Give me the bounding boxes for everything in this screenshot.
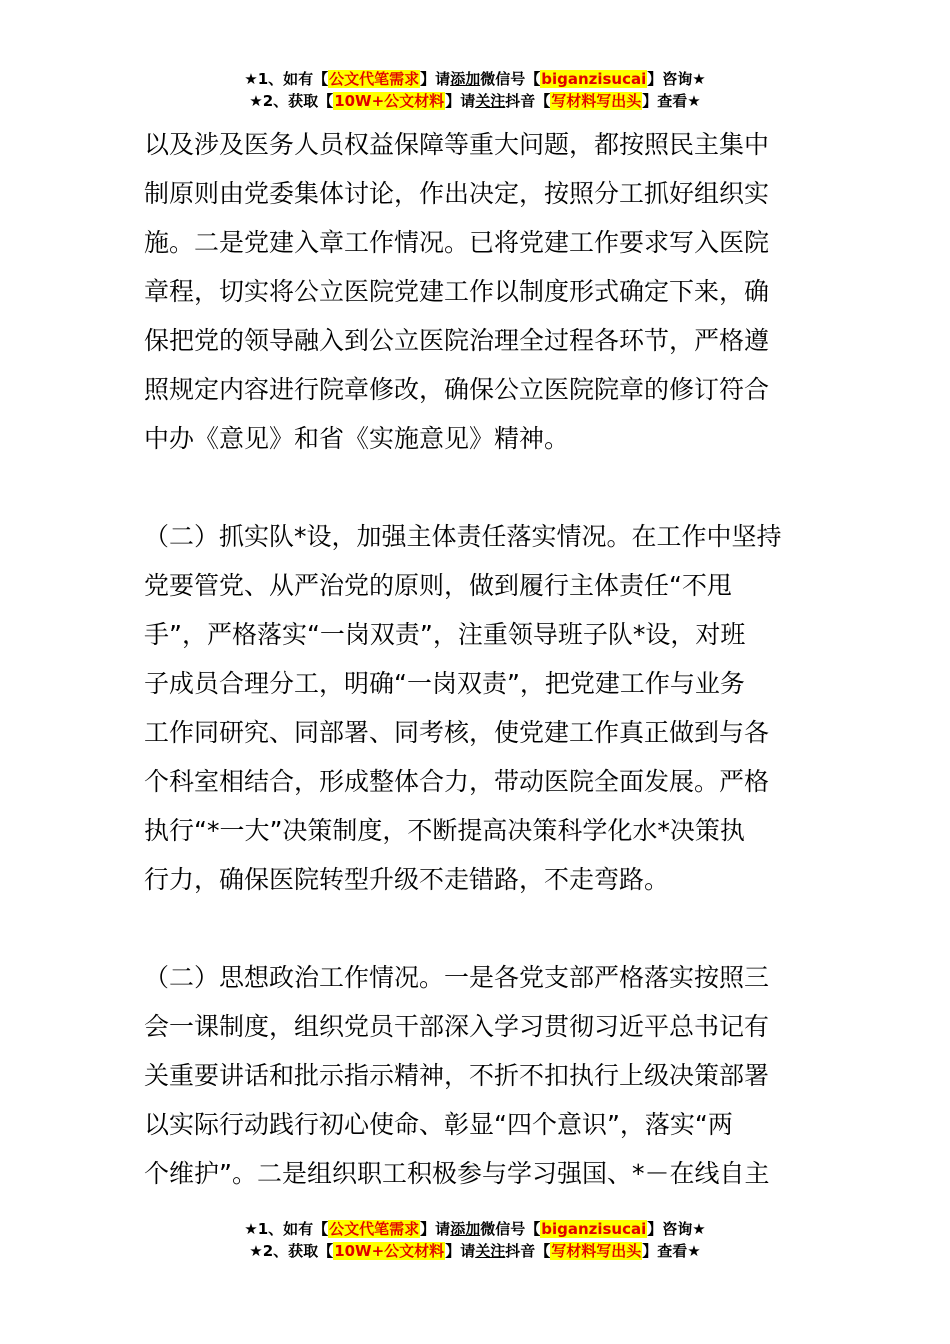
banner-text: ★2、获取【 <box>249 1242 334 1260</box>
banner-text: 】请 <box>445 1242 476 1260</box>
paragraph-3 <box>144 953 812 1198</box>
banner-text: ★2、获取【 <box>249 92 334 110</box>
paragraph-2 <box>144 512 812 904</box>
footer-banner <box>0 1218 950 1262</box>
banner-text: 】咨询★ <box>647 70 706 88</box>
text-line: 工作同研究、同部署、同考核，使党建工作真正做到与各 <box>144 718 770 747</box>
text-line: 施。二是党建入章工作情况。已将党建工作要求写入医院 <box>144 228 770 257</box>
text-line: 章程，切实将公立医院党建工作以制度形式确定下来，确 <box>144 277 770 306</box>
banner-line-2 <box>0 1240 950 1262</box>
banner-text: 】咨询★ <box>647 1220 706 1238</box>
header-banner <box>0 68 950 112</box>
paragraph-1 <box>144 120 812 463</box>
banner-highlight: 写材料写出头 <box>551 92 642 110</box>
text-line: 个科室相结合，形成整体合力，带动医院全面发展。严格 <box>144 767 770 796</box>
banner-highlight: 公文代笔需求 <box>329 1220 420 1238</box>
banner-highlight: 公文代笔需求 <box>329 70 420 88</box>
banner-underline: 添加 <box>450 70 481 88</box>
banner-text: ★1、如有【 <box>244 70 329 88</box>
text-line: 照规定内容进行院章修改，确保公立医院院章的修订符合 <box>144 375 770 404</box>
banner-underline: 添加 <box>450 1220 481 1238</box>
banner-text: 】查看★ <box>642 92 701 110</box>
paragraph-gap <box>144 904 812 953</box>
text-line: 党要管党、从严治党的原则，做到履行主体责任“不甩 <box>144 571 732 600</box>
banner-text: 】查看★ <box>642 1242 701 1260</box>
banner-underline: 关注 <box>475 92 506 110</box>
banner-text: 微信号【 <box>480 70 541 88</box>
banner-text: 抖音【 <box>505 92 551 110</box>
banner-text: ★1、如有【 <box>244 1220 329 1238</box>
banner-highlight: 写材料写出头 <box>551 1242 642 1260</box>
banner-line-2 <box>0 90 950 112</box>
banner-line-1 <box>0 1218 950 1240</box>
text-line: 手”，严格落实“一岗双责”，注重领导班子队*设，对班 <box>144 620 746 649</box>
banner-text: 】请 <box>420 70 451 88</box>
text-line: 行力，确保医院转型升级不走错路，不走弯路。 <box>144 865 670 894</box>
document-body <box>144 120 812 1198</box>
text-line: 以及涉及医务人员权益保障等重大问题，都按照民主集中 <box>144 130 770 159</box>
banner-highlight: 10W+公文材料 <box>334 1242 445 1260</box>
text-line: 个维护”。二是组织职工积极参与学习强国、*－在线自主 <box>144 1159 770 1188</box>
banner-highlight: 10W+公文材料 <box>334 92 445 110</box>
banner-highlight: biganzisucai <box>541 1220 647 1238</box>
banner-text: 】请 <box>420 1220 451 1238</box>
text-line: 以实际行动践行初心使命、彰显“四个意识”，落实“两 <box>144 1110 733 1139</box>
text-line: 执行“*一大”决策制度，不断提高决策科学化水*决策执 <box>144 816 745 845</box>
text-line: 中办《意见》和省《实施意见》精神。 <box>144 424 570 453</box>
banner-underline: 关注 <box>475 1242 506 1260</box>
text-line: 关重要讲话和批示指示精神，不折不扣执行上级决策部署 <box>144 1061 770 1090</box>
banner-text: 抖音【 <box>505 1242 551 1260</box>
text-line: 子成员合理分工，明确“一岗双责”，把党建工作与业务 <box>144 669 745 698</box>
text-line: （二）抓实队*设，加强主体责任落实情况。在工作中坚持 <box>144 522 782 551</box>
banner-highlight: biganzisucai <box>541 70 647 88</box>
paragraph-gap <box>144 463 812 512</box>
text-line: 制原则由党委集体讨论，作出决定，按照分工抓好组织实 <box>144 179 770 208</box>
banner-line-1 <box>0 68 950 90</box>
banner-text: 微信号【 <box>480 1220 541 1238</box>
banner-text: 】请 <box>445 92 476 110</box>
text-line: 保把党的领导融入到公立医院治理全过程各环节，严格遵 <box>144 326 770 355</box>
text-line: （二）思想政治工作情况。一是各党支部严格落实按照三 <box>144 963 770 992</box>
text-line: 会一课制度，组织党员干部深入学习贯彻习近平总书记有 <box>144 1012 770 1041</box>
